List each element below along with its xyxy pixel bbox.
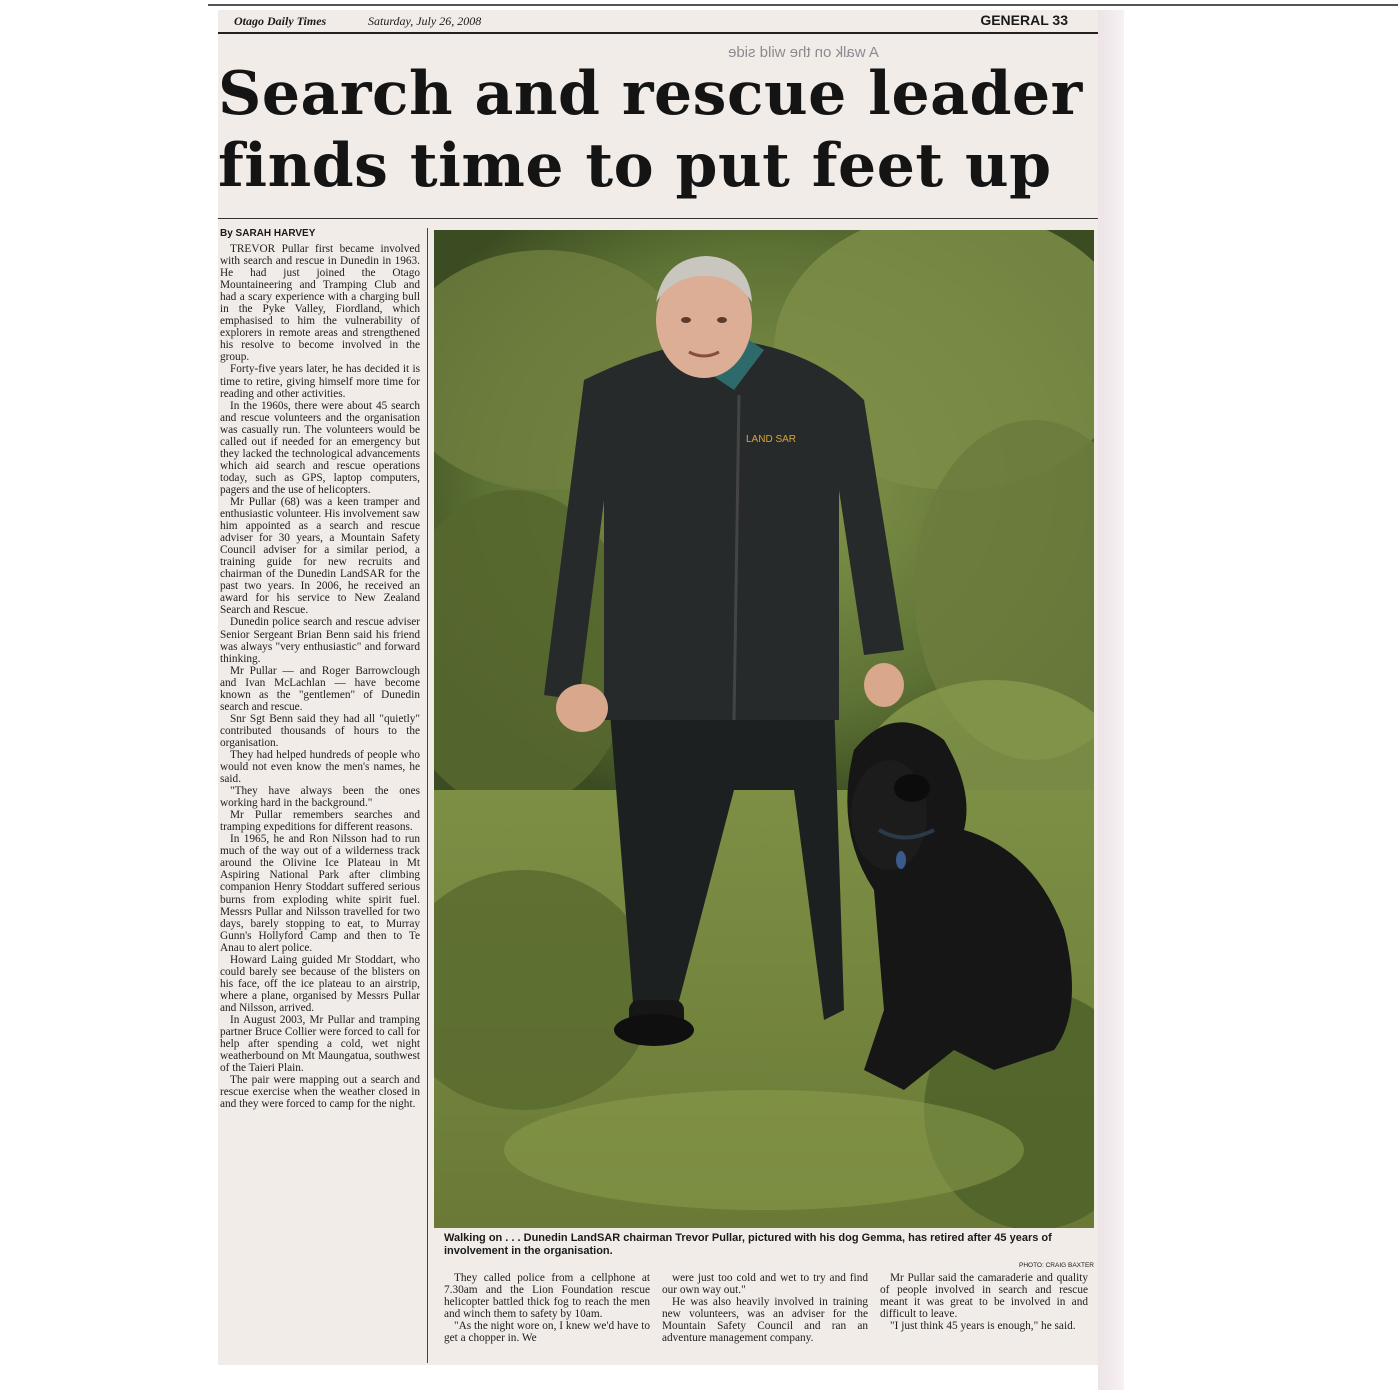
photo-credit: PHOTO: CRAIG BAXTER	[1018, 1262, 1094, 1269]
article-photo	[434, 230, 1094, 1228]
photo-man-with-dog	[434, 230, 1094, 1228]
paragraph: He was also heavily involved in training new volunteers, was an adviser for the Mountain Safety Council and ran an adventure management company.	[662, 1296, 868, 1345]
paragraph: Forty-five years later, he has decided it is time to retire, giving himself more time for reading and other activities.	[220, 363, 420, 400]
headline-rule	[218, 218, 1098, 219]
paragraph: Mr Pullar said the camaraderie and quality of people involved in search and rescue meant it was great to be involved in and difficult to leave.	[880, 1272, 1088, 1321]
headline-line-1: Search and rescue leader	[218, 59, 1083, 129]
paragraph: were just too cold and wet to try and find our own way out."	[662, 1272, 868, 1297]
paragraph: The pair were mapping out a search and rescue exercise when the weather closed in and they were forced to camp for the night.	[220, 1074, 420, 1111]
headline-line-2: finds time to put feet up	[218, 131, 1052, 201]
paragraph: They called police from a cellphone at 7.30am and the Lion Foundation rescue helicopter battled thick fog to reach the men and winch them to safety by 10am.	[444, 1272, 650, 1321]
show-through-text: A walk on the wild side	[728, 44, 879, 61]
jacket-logo: LAND SAR	[746, 434, 797, 445]
masthead-section: GENERAL 33	[980, 12, 1068, 28]
paragraph: Mr Pullar remembers searches and tramping expeditions for different reasons.	[220, 809, 420, 834]
paragraph: In the 1960s, there were about 45 search and rescue volunteers and the organisation was casually run. The volunteers would be called out if needed for an emergency but they lacked the technological advancements which aid search and rescue operations today, such as GPS, laptop computers, pagers and the use of helicopters.	[220, 399, 420, 496]
page-top-rule	[208, 4, 1398, 6]
byline: By SARAH HARVEY	[220, 228, 316, 239]
paragraph: TREVOR Pullar first became involved with search and rescue in Dunedin in 1963. He had just joined the Otago Mountaineering and Tramping Club and had a scary experience with a charging bull in the Pyke Valley, Fiordland, which emphasised to him the vulnerability of explorers in remote areas and strengthened his resolve to become involved in the group.	[220, 243, 420, 364]
paragraph: Howard Laing guided Mr Stoddart, who could barely see because of the blisters on his face, off the ice plateau to an airstrip, where a plane, organised by Messrs Pullar and Nilsson, arrived.	[220, 953, 420, 1014]
newspaper-clipping	[218, 10, 1098, 1365]
masthead	[218, 12, 1098, 32]
paragraph: "I just think 45 years is enough," he said.	[890, 1320, 1076, 1333]
article-column-1	[220, 243, 420, 1361]
headline	[218, 58, 1098, 202]
paragraph: "As the night wore on, I knew we'd have to get a chopper in. We	[444, 1320, 650, 1345]
masthead-date: Saturday, July 26, 2008	[368, 14, 482, 28]
article-column-3	[662, 1272, 868, 1344]
paragraph: In August 2003, Mr Pullar and tramping partner Bruce Collier were forced to call for help after spending a cold, wet night weatherbound on Mt Maungatua, southwest of the Taieri Plain.	[220, 1014, 420, 1075]
masthead-rule	[218, 32, 1098, 34]
paragraph: Mr Pullar — and Roger Barrowclough and Ivan McLachlan — have become known as the "gentlemen" of Dunedin search and rescue.	[220, 664, 420, 713]
paragraph: Dunedin police search and rescue adviser Senior Sergeant Brian Benn said his friend was always "very enthusiastic" and forward thinking.	[220, 616, 420, 665]
photo-caption: Walking on . . . Dunedin LandSAR chairman Trevor Pullar, pictured with his dog Gemma, has retired after 45 years of involvement in the organisation.	[444, 1232, 1052, 1257]
adjacent-page-edge	[1098, 10, 1124, 1390]
article-column-2	[444, 1272, 650, 1344]
paragraph: Snr Sgt Benn said they had all "quietly" contributed thousands of hours to the organisation.	[220, 712, 420, 749]
column-divider	[427, 228, 428, 1363]
paragraph: Mr Pullar (68) was a keen tramper and enthusiastic volunteer. His involvement saw him appointed as a search and rescue adviser for 30 years, a Mountain Safety Council adviser for a similar period, a training guide for new recruits and chairman of the Dunedin LandSAR for the past two years. In 2006, he received an award for his service to New Zealand Search and Rescue.	[220, 495, 420, 617]
paragraph: "They have always been the ones working hard in the background."	[220, 785, 420, 810]
article-column-4	[880, 1272, 1088, 1332]
masthead-paper-name: Otago Daily Times	[234, 14, 327, 28]
paragraph: They had helped hundreds of people who would not even know the men's names, he said.	[220, 748, 420, 786]
paragraph: In 1965, he and Ron Nilsson had to run much of the way out of a wilderness track around the Olivine Ice Plateau in Mt Aspiring National Park after climbing companion Henry Stoddart suffered serious burns from exploding white spirit fuel. Messrs Pullar and Nilsson travelled for two days, barely stopping to eat, to Murray Gunn's Hollyford Camp and then to Te Anau to alert police.	[220, 833, 420, 954]
